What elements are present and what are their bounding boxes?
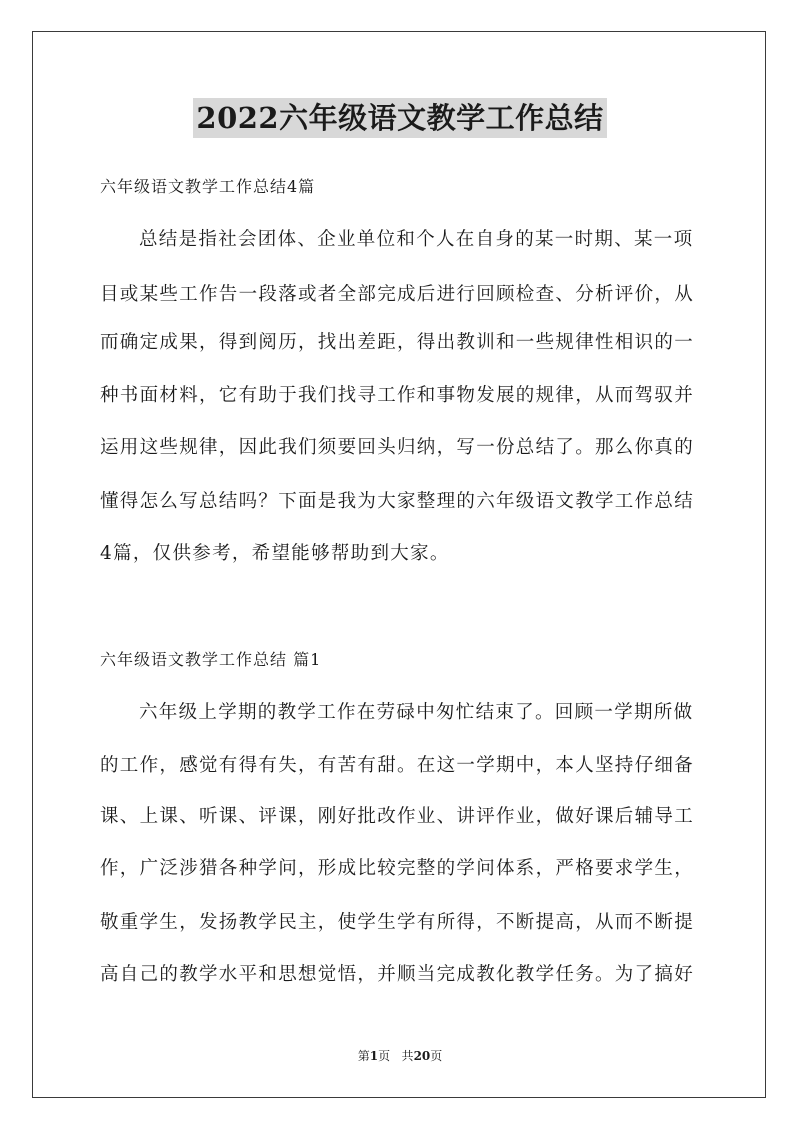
paragraph-line: 的工作，感觉有得有失，有苦有甜。在这一学期中，本人坚持仔细备 <box>100 755 695 776</box>
total-pages: 20 <box>413 1049 431 1063</box>
page-prefix: 第 <box>357 1049 370 1063</box>
paragraph-line: 4篇，仅供参考，希望能够帮助到大家。 <box>100 543 450 564</box>
total-suffix: 页 <box>430 1049 443 1063</box>
paragraph-line: 目或某些工作告一段落或者全部完成后进行回顾检查、分析评价，从 <box>100 284 695 305</box>
paragraph-line: 运用这些规律，因此我们须要回头归纳，写一份总结了。那么你真的 <box>100 437 695 458</box>
document-title: 2022六年级语文教学工作总结 <box>193 98 606 138</box>
paragraph-line: 懂得怎么写总结吗？下面是我为大家整理的六年级语文教学工作总结 <box>100 491 695 512</box>
title-container <box>0 98 800 138</box>
page-suffix: 页 <box>378 1049 391 1063</box>
paragraph-line: 高自己的教学水平和思想觉悟，并顺当完成教化教学任务。为了搞好 <box>100 964 695 985</box>
page-number: 1 <box>369 1049 379 1063</box>
paragraph-line: 六年级上学期的教学工作在劳碌中匆忙结束了。回顾一学期所做 <box>139 702 694 723</box>
paragraph-line: 总结是指社会团体、企业单位和个人在自身的某一时期、某一项 <box>139 229 694 250</box>
paragraph-line: 而确定成果，得到阅历，找出差距，得出教训和一些规律性相识的一 <box>100 332 695 353</box>
paragraph-line: 作，广泛涉猎各种学问，形成比较完整的学问体系，严格要求学生， <box>100 858 695 879</box>
paragraph-line: 种书面材料，它有助于我们找寻工作和事物发展的规律，从而驾驭并 <box>100 385 695 406</box>
total-prefix: 共 <box>401 1049 414 1063</box>
paragraph-line: 敬重学生，发扬教学民主，使学生学有所得，不断提高，从而不断提 <box>100 912 695 933</box>
document-subtitle: 六年级语文教学工作总结4篇 <box>100 177 316 196</box>
section-heading: 六年级语文教学工作总结 篇1 <box>100 650 322 669</box>
paragraph-line: 课、上课、听课、评课，刚好批改作业、讲评作业，做好课后辅导工 <box>100 806 695 827</box>
page-footer <box>0 1048 800 1064</box>
